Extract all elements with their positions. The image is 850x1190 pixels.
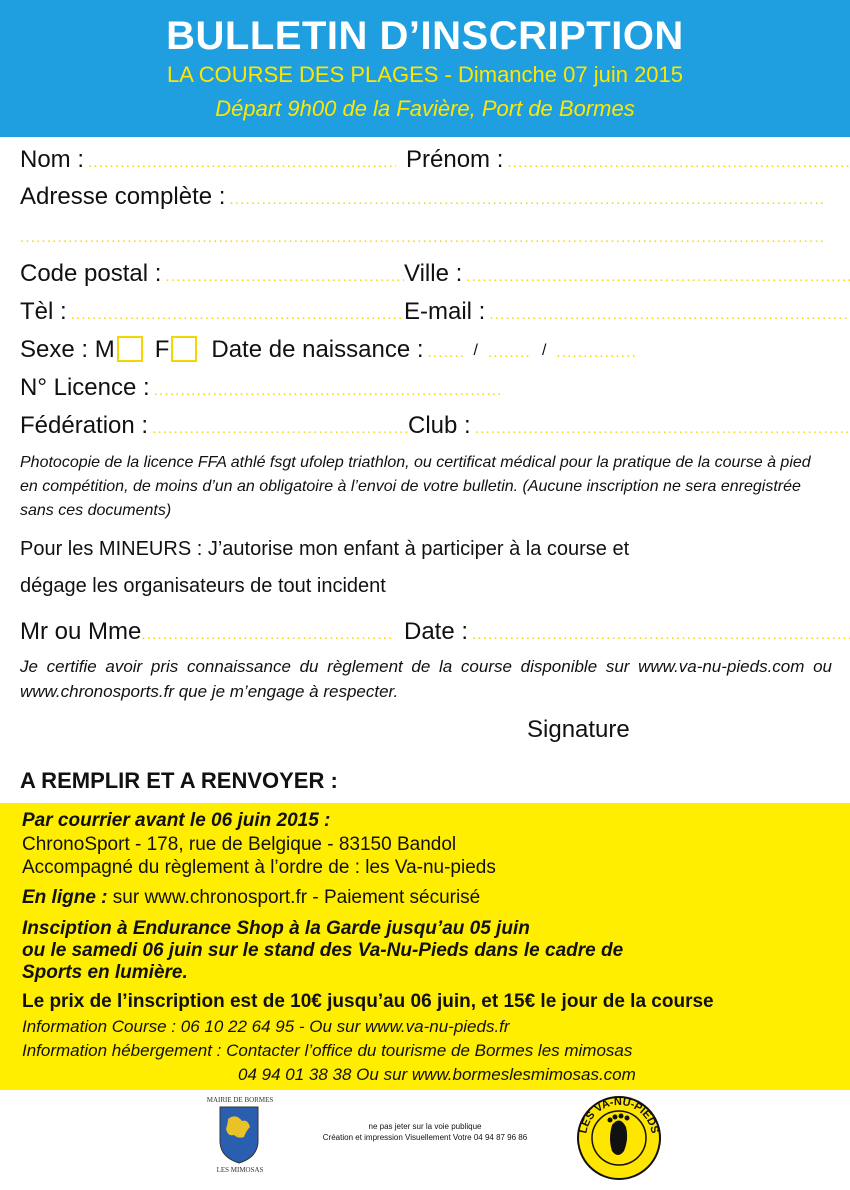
prenom-field[interactable] bbox=[507, 154, 850, 174]
signature-label: Signature bbox=[527, 716, 630, 743]
price-line: Le prix de l’inscription est de 10€ jusqu’au 06 juin, et 15€ le jour de la course bbox=[22, 991, 714, 1012]
mr-mme-label: Mr ou Mme bbox=[20, 618, 142, 645]
mail-title: Par courrier avant le 06 juin 2015 : bbox=[22, 810, 331, 831]
document-note: Photocopie de la licence FFA athlé fsgt ufolep triathlon, ou certificat médical pour la pratique de la course à pied en compétition, de moins d’un an obligatoire à l’envoi de votre bulletin. (Aucune inscription ne sera enregistrée sans ces documents) bbox=[20, 454, 811, 519]
guardian-name-field[interactable] bbox=[141, 626, 394, 646]
licence-label: N° Licence : bbox=[20, 374, 150, 401]
mail-payment: Accompagné du règlement à l’ordre de : les Va-nu-pieds bbox=[22, 857, 496, 878]
online-line bbox=[22, 887, 832, 909]
minors-line-2: dégage les organisateurs de tout incident bbox=[20, 575, 386, 597]
tel-label: Tèl : bbox=[20, 298, 67, 325]
departure-info: Départ 9h00 de la Favière, Port de Bormes bbox=[215, 96, 635, 121]
minors-line-1: Pour les MINEURS : J’autorise mon enfant à participer à la course et bbox=[20, 538, 630, 560]
send-title: A REMPLIR ET A RENVOYER : bbox=[20, 768, 338, 793]
adresse-label: Adresse complète : bbox=[20, 183, 226, 210]
row-contact bbox=[20, 290, 830, 326]
mail-address: ChronoSport - 178, rue de Belgique - 83150 Bandol bbox=[22, 834, 457, 855]
info-course: Information Course : 06 10 22 64 95 - Ou sur www.va-nu-pieds.fr bbox=[22, 1017, 510, 1036]
event-subtitle: LA COURSE DES PLAGES - Dimanche 07 juin 2015 bbox=[166, 62, 684, 87]
code-postal-field[interactable] bbox=[165, 268, 404, 288]
shop-line-1: Insciption à Endurance Shop à la Garde jusqu’au 05 juin bbox=[22, 918, 530, 939]
tel-field[interactable] bbox=[71, 306, 404, 326]
birth-year-field[interactable] bbox=[556, 344, 636, 364]
row-guardian bbox=[20, 610, 830, 646]
date-separator-2: / bbox=[541, 342, 547, 359]
row-address-2 bbox=[20, 213, 830, 249]
federation-field[interactable] bbox=[152, 420, 408, 440]
info-hebergement: Information hébergement : Contacter l’office du tourisme de Bormes les mimosas bbox=[22, 1041, 633, 1060]
code-postal-label: Code postal : bbox=[20, 260, 162, 287]
date-naissance-label: Date de naissance : bbox=[211, 336, 424, 363]
adresse-field[interactable] bbox=[229, 191, 826, 211]
birth-day-field[interactable] bbox=[428, 344, 464, 364]
page-title: BULLETIN D’INSCRIPTION bbox=[166, 14, 684, 58]
shop-line-3: Sports en lumière. bbox=[22, 962, 188, 983]
row-federation bbox=[20, 404, 830, 440]
certify-text: Je certifie avoir pris connaissance du règlement de la course disponible sur www.va-nu-pieds.com ou www.chronosports.fr que je m’engage à respecter. bbox=[20, 657, 832, 701]
checkbox-f[interactable] bbox=[171, 336, 197, 362]
ville-field[interactable] bbox=[466, 268, 850, 288]
row-name bbox=[20, 138, 830, 174]
row-sex-birth bbox=[20, 328, 830, 364]
footer-line-2: Création et impression Visuellement Votre 04 94 87 96 86 bbox=[322, 1133, 528, 1142]
row-address bbox=[20, 175, 830, 211]
crest-bottom-text: LES MIMOSAS bbox=[216, 1166, 264, 1173]
online-text: sur www.chronosport.fr - Paiement sécurisé bbox=[112, 887, 481, 908]
club-field[interactable] bbox=[475, 420, 850, 440]
va-nu-pieds-logo bbox=[574, 1093, 664, 1183]
mairie-crest-logo bbox=[200, 1093, 280, 1173]
federation-label: Fédération : bbox=[20, 412, 149, 439]
instructions-box bbox=[0, 803, 850, 1090]
shop-line-2: ou le samedi 06 juin sur le stand des Va-Nu-Pieds dans le cadre de bbox=[22, 940, 624, 961]
ville-label: Ville : bbox=[404, 260, 463, 287]
licence-field[interactable] bbox=[154, 382, 504, 402]
checkbox-m[interactable] bbox=[117, 336, 143, 362]
row-licence bbox=[20, 366, 830, 402]
online-label: En ligne : bbox=[22, 887, 108, 908]
sexe-label: Sexe : M bbox=[20, 336, 115, 363]
row-postal bbox=[20, 252, 830, 288]
nom-label: Nom : bbox=[20, 146, 85, 173]
crest-top-text: MAIRIE DE BORMES bbox=[206, 1096, 274, 1104]
header-banner bbox=[0, 0, 850, 137]
date-separator-1: / bbox=[473, 342, 478, 359]
club-label: Club : bbox=[408, 412, 471, 439]
email-field[interactable] bbox=[489, 306, 850, 326]
date-label: Date : bbox=[404, 618, 469, 645]
birth-month-field[interactable] bbox=[488, 344, 532, 364]
info-phone: 04 94 01 38 38 Ou sur www.bormeslesmimosas.com bbox=[238, 1065, 636, 1084]
email-label: E-mail : bbox=[404, 298, 486, 325]
prenom-label: Prénom : bbox=[406, 146, 504, 173]
adresse-field-2[interactable] bbox=[20, 229, 826, 249]
sexe-f-label: F bbox=[154, 336, 170, 363]
nom-field[interactable] bbox=[88, 154, 396, 174]
date-field[interactable] bbox=[472, 626, 850, 646]
logo-right-text: LES VA-NU-PIEDS bbox=[577, 1095, 661, 1135]
footer-credits bbox=[300, 1121, 550, 1143]
footer-line-1: ne pas jeter sur la voie publique bbox=[368, 1122, 482, 1131]
